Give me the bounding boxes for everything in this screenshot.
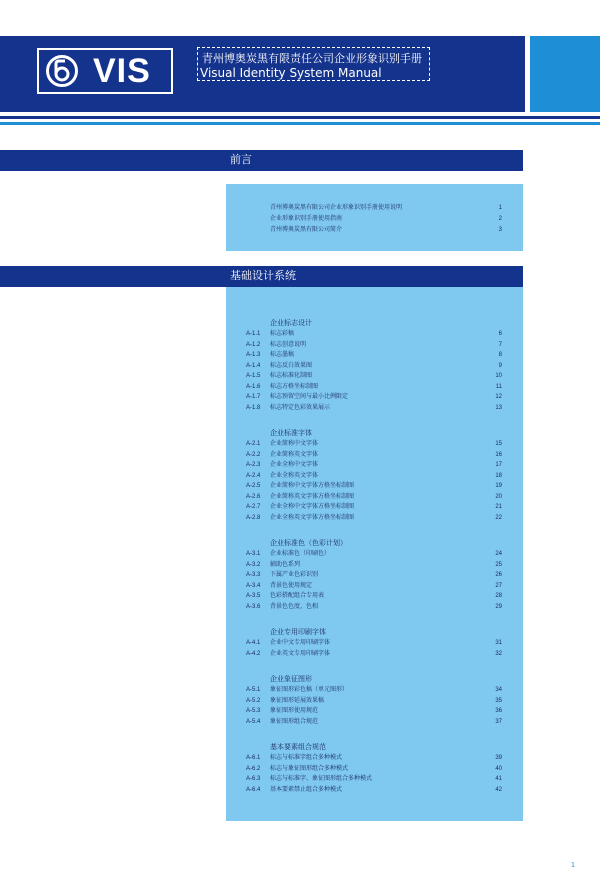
toc-row — [226, 570, 523, 581]
toc-entry: 企业全称中文字体 — [270, 462, 319, 468]
toc-entry: 象征图形延展效果稿 — [270, 697, 325, 704]
toc-row — [226, 602, 523, 613]
toc-code: A-2.2 — [246, 451, 261, 458]
toc-page: 26 — [495, 572, 502, 578]
toc-row — [226, 214, 523, 225]
basic-panel — [226, 287, 523, 821]
toc-code: A-1.5 — [246, 373, 261, 379]
toc-row — [226, 481, 523, 492]
toc-code: A-3.2 — [246, 561, 261, 568]
toc-row — [226, 203, 523, 214]
toc-page: 17 — [495, 462, 502, 468]
toc-page: 19 — [495, 483, 502, 489]
toc-entry: 象征图形组合规范 — [270, 718, 319, 725]
toc-entry: 青州博奥炭黑有限公司企业形象识别手册使用说明 — [270, 205, 403, 211]
toc-code: A-1.7 — [246, 394, 261, 400]
toc-page: 22 — [495, 514, 502, 521]
toc-entry: 标志墨稿 — [270, 352, 295, 358]
toc-page: 27 — [495, 582, 502, 589]
toc-entry: 标志方格坐标制图 — [270, 383, 319, 390]
toc-entry: 标志标准化制图 — [270, 373, 313, 379]
header-accent-block — [530, 36, 600, 112]
preface-panel — [226, 184, 523, 251]
manual-subtitle: Visual Identity System Manual — [200, 66, 382, 80]
toc-entry: 背景色使用规定 — [270, 582, 313, 589]
toc-entry: 企业中文专用印刷字体 — [270, 640, 331, 646]
toc-entry: 企业简称英文字体 — [270, 451, 319, 458]
toc-row — [226, 581, 523, 592]
toc-entry: 标志预留空间与最小比例限定 — [270, 394, 349, 400]
toc-row — [226, 649, 523, 660]
toc-row — [226, 460, 523, 471]
toc-code: A-6.4 — [246, 786, 261, 793]
toc-code: A-4.1 — [246, 640, 261, 646]
toc-page: 39 — [495, 755, 502, 761]
toc-code: A-2.3 — [246, 462, 261, 468]
toc-page: 16 — [495, 451, 502, 458]
toc-page: 35 — [495, 697, 502, 704]
basic-title: 基础设计系统 — [230, 270, 296, 282]
toc-code: A-2.5 — [246, 483, 261, 489]
toc-row — [226, 753, 523, 764]
toc-page: 15 — [495, 441, 502, 447]
toc-entry: 企业简称中文字体方格坐标制图 — [270, 483, 355, 489]
toc-page: 1 — [498, 205, 502, 211]
toc-code: A-3.5 — [246, 593, 261, 599]
toc-page: 24 — [495, 551, 502, 557]
toc-page: 37 — [495, 718, 502, 725]
toc-page: 40 — [495, 765, 502, 772]
toc-row — [226, 361, 523, 372]
toc-code: A-5.1 — [246, 687, 261, 693]
toc-group-title: 企业标志设计 — [270, 320, 312, 327]
toc-code: A-1.2 — [246, 341, 261, 348]
toc-code: A-1.4 — [246, 362, 261, 369]
toc-entry: 企业全称中文字体方格坐标制图 — [270, 504, 355, 510]
toc-entry: 青州博奥炭黑有限公司简介 — [270, 227, 343, 233]
toc-entry: 背景色色度、色相 — [270, 603, 319, 610]
toc-entry: 企业简称英文字体方格坐标制图 — [270, 493, 355, 500]
toc-code: A-5.3 — [246, 708, 261, 714]
toc-page: 34 — [495, 687, 502, 693]
toc-row — [226, 685, 523, 696]
toc-entry: 色彩搭配组合专用表 — [270, 593, 325, 599]
toc-row — [226, 502, 523, 513]
toc-row — [226, 696, 523, 707]
company-logo-icon — [45, 54, 79, 88]
toc-code: A-3.1 — [246, 551, 261, 557]
toc-row — [226, 329, 523, 340]
toc-page: 42 — [495, 786, 502, 793]
toc-page: 29 — [495, 603, 502, 610]
toc-code: A-2.4 — [246, 472, 261, 479]
header-stripe-4 — [0, 122, 600, 125]
toc-group-title: 企业象征图形 — [270, 676, 312, 683]
toc-entry: 标志与标准字组合多种模式 — [270, 755, 343, 761]
toc-entry: 标志与标准字、象征图形组合多种模式 — [270, 776, 373, 782]
toc-entry: 标志反白效果图 — [270, 362, 313, 369]
toc-code: A-6.3 — [246, 776, 261, 782]
toc-page: 3 — [498, 227, 502, 233]
toc-code: A-2.1 — [246, 441, 261, 447]
toc-row — [226, 340, 523, 351]
toc-page: 8 — [498, 352, 502, 358]
toc-entry: 企业简称中文字体 — [270, 441, 319, 447]
toc-entry: 象征图形彩色稿（单元图形） — [270, 687, 349, 693]
toc-group-title: 企业标准字体 — [270, 430, 312, 437]
toc-code: A-2.8 — [246, 514, 261, 521]
toc-row — [226, 706, 523, 717]
toc-row — [226, 403, 523, 414]
toc-page: 31 — [495, 640, 502, 646]
toc-entry: 基本要素禁止组合多种模式 — [270, 786, 343, 793]
toc-page: 28 — [495, 593, 502, 599]
company-title: 青州博奥炭黑有限责任公司企业形象识别手册 — [202, 53, 422, 65]
toc-row — [226, 785, 523, 796]
toc-page: 10 — [495, 373, 502, 379]
toc-row — [226, 591, 523, 602]
toc-page: 25 — [495, 561, 502, 568]
toc-row — [226, 717, 523, 728]
toc-row — [226, 350, 523, 361]
preface-bar — [0, 150, 523, 171]
toc-entry: 企业全称英文字体 — [270, 472, 319, 479]
toc-row — [226, 439, 523, 450]
toc-entry: 下属产业色彩识别 — [270, 572, 319, 578]
toc-page: 7 — [498, 341, 502, 348]
toc-page: 20 — [495, 493, 502, 500]
toc-entry: 象征图形使用规范 — [270, 708, 319, 714]
toc-row — [226, 549, 523, 560]
toc-row — [226, 371, 523, 382]
toc-code: A-3.6 — [246, 603, 261, 610]
toc-entry: 标志彩稿 — [270, 331, 295, 337]
toc-code: A-2.7 — [246, 504, 261, 510]
page-number: 1 — [571, 862, 575, 869]
toc-row — [226, 450, 523, 461]
toc-entry: 标志创意说明 — [270, 341, 307, 348]
toc-page: 2 — [498, 216, 502, 222]
toc-row — [226, 513, 523, 524]
toc-page: 13 — [495, 404, 502, 411]
vis-logo — [37, 48, 173, 94]
toc-page: 41 — [495, 776, 502, 782]
toc-code: A-1.8 — [246, 404, 261, 411]
toc-code: A-1.3 — [246, 352, 261, 358]
toc-code: A-1.6 — [246, 383, 261, 390]
toc-entry: 企业全称英文字体方格坐标制图 — [270, 514, 355, 521]
toc-page: 9 — [498, 362, 502, 369]
toc-page: 12 — [495, 394, 502, 400]
toc-code: A-6.2 — [246, 765, 261, 772]
toc-page: 32 — [495, 650, 502, 657]
toc-page: 18 — [495, 472, 502, 479]
toc-entry: 企业形象识别手册使用指南 — [270, 216, 343, 222]
toc-group-title: 基本要素组合规范 — [270, 744, 326, 751]
logo-text: VIS — [93, 52, 151, 90]
toc-code: A-6.1 — [246, 755, 261, 761]
toc-row — [226, 225, 523, 236]
toc-code: A-4.2 — [246, 650, 261, 657]
toc-row — [226, 471, 523, 482]
toc-code: A-2.6 — [246, 493, 261, 500]
toc-code: A-5.2 — [246, 697, 261, 704]
toc-group-title: 企业标准色（色彩计划） — [270, 540, 347, 547]
toc-code: A-1.1 — [246, 331, 261, 337]
toc-row — [226, 560, 523, 571]
toc-group-title: 企业专用印刷字体 — [270, 629, 326, 636]
toc-row — [226, 492, 523, 503]
toc-code: A-5.4 — [246, 718, 261, 725]
toc-row — [226, 382, 523, 393]
toc-entry: 企业标准色（印刷色） — [270, 551, 331, 557]
toc-row — [226, 774, 523, 785]
toc-page: 11 — [495, 383, 502, 390]
toc-code: A-3.3 — [246, 572, 261, 578]
toc-page: 36 — [495, 708, 502, 714]
toc-page: 21 — [495, 504, 502, 510]
toc-row — [226, 392, 523, 403]
preface-title: 前言 — [230, 154, 252, 166]
toc-row — [226, 764, 523, 775]
toc-entry: 标志特定色彩效果展示 — [270, 404, 331, 411]
toc-entry: 标志与象征图形组合多种模式 — [270, 765, 349, 772]
toc-row — [226, 638, 523, 649]
toc-page: 6 — [498, 331, 502, 337]
toc-code: A-3.4 — [246, 582, 261, 589]
toc-entry: 企业英文专用印刷字体 — [270, 650, 331, 657]
toc-entry: 辅助色系列 — [270, 561, 301, 568]
